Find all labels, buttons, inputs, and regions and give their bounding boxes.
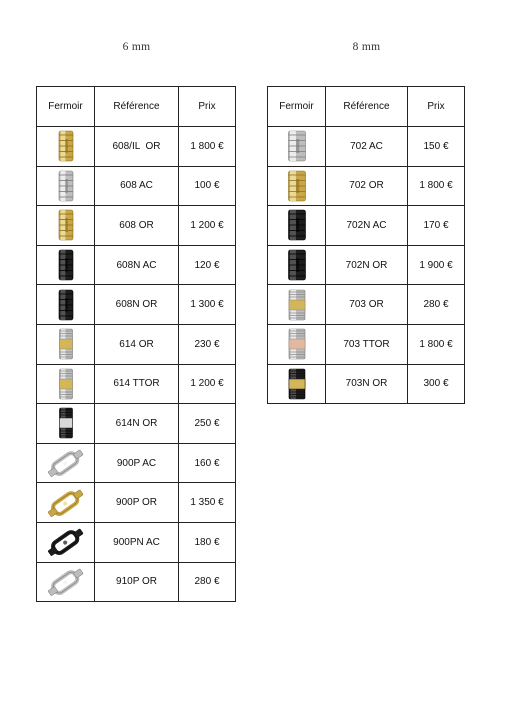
black-hook-clasp-icon [44,537,88,548]
header-reference: Référence [95,87,179,127]
black-silver-band-clasp-icon [46,418,86,429]
price-cell: 250 € [179,404,236,444]
table-row [37,404,236,444]
reference-cell: 900P OR [95,483,179,523]
fermoir-cell [268,285,326,325]
fermoir-cell [268,324,326,364]
header-fermoir: Fermoir [37,87,95,127]
reference-cell: 614 OR [95,324,179,364]
black-tube-clasp-icon [277,260,317,271]
price-cell: 280 € [408,285,465,325]
reference-cell: 703 OR [326,285,408,325]
reference-cell: 910P OR [95,562,179,602]
silver-rose-band-clasp-icon [277,339,317,350]
price-cell: 300 € [408,364,465,404]
fermoir-cell [268,364,326,404]
black-tube-clasp-icon [46,260,86,271]
table-row [37,127,236,167]
silver-gold-band-clasp-icon [277,299,317,310]
table-row [37,483,236,523]
gold-tube-clasp-icon [46,141,86,152]
table-row [37,285,236,325]
table-row [268,364,465,404]
reference-cell: 614 TTOR [95,364,179,404]
table-row [268,245,465,285]
heading-6mm: 6 mm [122,41,151,53]
reference-cell: 702 OR [326,166,408,206]
reference-cell: 900PN AC [95,522,179,562]
price-cell: 1 200 € [179,206,236,246]
fermoir-cell [37,483,95,523]
price-cell: 1 350 € [179,483,236,523]
price-cell: 1 200 € [179,364,236,404]
reference-cell: 702N OR [326,245,408,285]
reference-cell: 702 AC [326,127,408,167]
fermoir-cell [37,245,95,285]
gold-tube-clasp-icon [46,220,86,231]
reference-cell: 702N AC [326,206,408,246]
fermoir-cell [37,127,95,167]
silver-tube-clasp-icon [46,181,86,192]
reference-cell: 614N OR [95,404,179,444]
table-6mm [36,86,236,602]
fermoir-cell [37,285,95,325]
reference-cell: 608 OR [95,206,179,246]
price-cell: 150 € [408,127,465,167]
table-row [268,206,465,246]
fermoir-cell [268,206,326,246]
fermoir-cell [268,127,326,167]
header-fermoir: Fermoir [268,87,326,127]
fermoir-cell [37,404,95,444]
table-row [268,127,465,167]
gold-hook-clasp-icon [44,497,88,508]
table-8mm [267,86,465,404]
black-tube-clasp-icon [277,220,317,231]
price-cell: 170 € [408,206,465,246]
silver-tube-clasp-icon [277,141,317,152]
price-cell: 1 900 € [408,245,465,285]
silver-hook-clasp-icon [44,458,88,469]
fermoir-cell [268,245,326,285]
heading-8mm: 8 mm [352,41,381,53]
table-row [37,443,236,483]
gold-tube-clasp-icon [277,181,317,192]
table-row [37,364,236,404]
fermoir-cell [37,166,95,206]
fermoir-cell [37,522,95,562]
price-cell: 230 € [179,324,236,364]
price-cell: 1 800 € [408,166,465,206]
table-row [268,324,465,364]
price-cell: 280 € [179,562,236,602]
header-prix: Prix [179,87,236,127]
black-gold-tube-clasp-icon [46,299,86,310]
fermoir-cell [268,166,326,206]
fermoir-cell [37,324,95,364]
table-row [268,166,465,206]
fermoir-cell [37,443,95,483]
reference-cell: 703N OR [326,364,408,404]
price-cell: 1 800 € [408,324,465,364]
table-header-row [37,87,236,127]
price-cell: 100 € [179,166,236,206]
table-row [37,324,236,364]
black-gold-band-clasp-icon [277,379,317,390]
reference-cell: 900P AC [95,443,179,483]
price-cell: 1 800 € [179,127,236,167]
fermoir-cell [37,562,95,602]
header-prix: Prix [408,87,465,127]
table-header-row [268,87,465,127]
reference-cell: 608N OR [95,285,179,325]
price-cell: 160 € [179,443,236,483]
reference-cell: 608N AC [95,245,179,285]
table-row [268,285,465,325]
fermoir-cell [37,206,95,246]
silver-gold-band-clasp-icon [46,339,86,350]
fermoir-cell [37,364,95,404]
table-row [37,522,236,562]
table-row [37,562,236,602]
price-cell: 1 300 € [179,285,236,325]
table-row [37,206,236,246]
silver-gold-band-clasp-icon [46,379,86,390]
table-row [37,245,236,285]
reference-cell: 608/IL OR [95,127,179,167]
header-reference: Référence [326,87,408,127]
silver-hook-clasp-icon [44,576,88,587]
price-cell: 120 € [179,245,236,285]
table-row [37,166,236,206]
reference-cell: 608 AC [95,166,179,206]
price-cell: 180 € [179,522,236,562]
reference-cell: 703 TTOR [326,324,408,364]
